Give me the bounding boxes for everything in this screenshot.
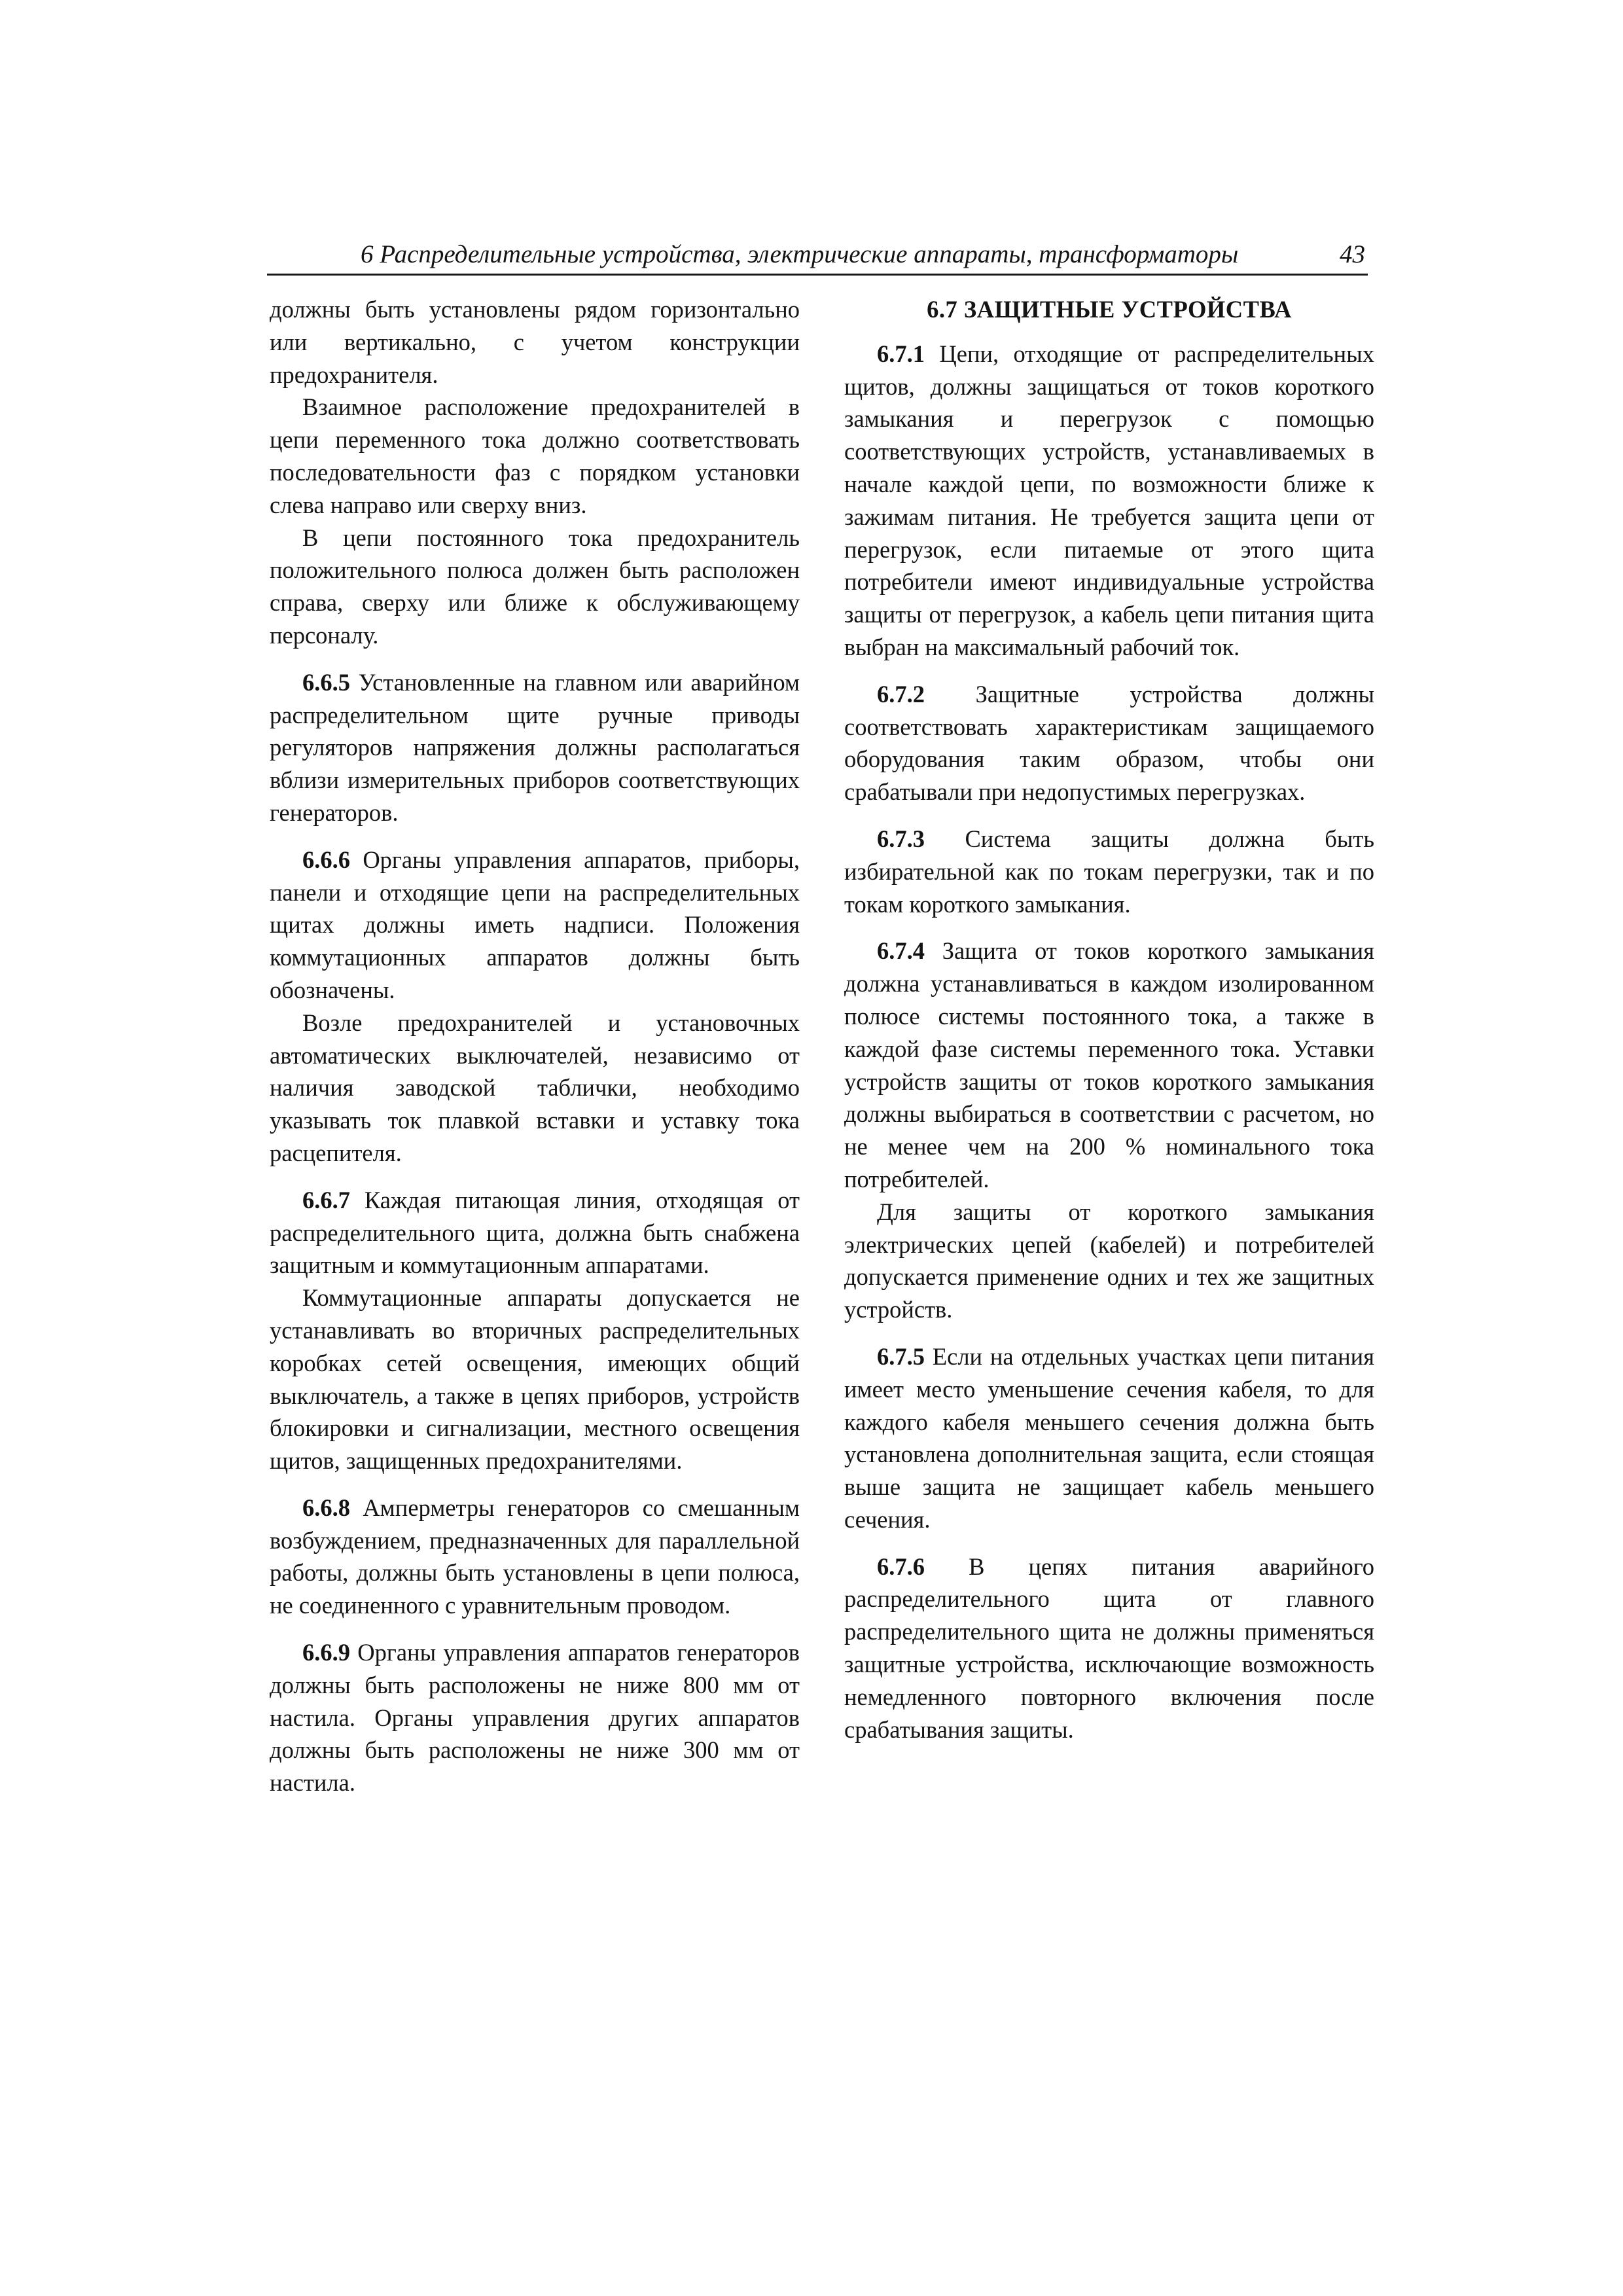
clause-6-7-6 [844, 1551, 1374, 1746]
clause-number: 6.7.4 [877, 937, 925, 965]
clause-6-7-3 [844, 823, 1374, 920]
paragraph-text: Органы управления аппаратов, приборы, панели и отходящие цепи на распределительных щитах должны иметь надписи. Положения коммутационных аппаратов должны быть обозначены. [270, 846, 800, 1003]
paragraph-text: Защита от токов короткого замыкания должна устанавливаться в каждом изолированном полюсе системы постоянного тока, а также в каждой фазе системы переменного тока. Уставки устройств защиты от токов короткого замыкания должны выбираться в соответствии с расчетом, но не менее чем на 200 % номинального тока потребителей. [844, 937, 1374, 1193]
clause-6-6-6 [270, 844, 800, 1007]
clause-6-6-9 [270, 1636, 800, 1799]
paragraph [270, 1007, 800, 1170]
section-title: 6.7 ЗАЩИТНЫЕ УСТРОЙСТВА [927, 296, 1292, 323]
paragraph-text: Органы управления аппаратов генераторов должны быть расположены не ниже 800 мм от настила. Органы управления других аппаратов должны быть расположены не ниже 300 мм от настила. [270, 1639, 800, 1797]
clause-number: 6.6.9 [302, 1639, 350, 1666]
clause-number: 6.6.6 [302, 846, 350, 873]
paragraph-text: Возле предохранителей и установочных автоматических выключателей, независимо от наличия заводской таблички, необходимо указывать ток плавкой вставки и уставку тока расцепителя. [270, 1009, 800, 1166]
clause-6-7-2 [844, 678, 1374, 808]
clause-number: 6.6.8 [302, 1494, 350, 1521]
paragraph-text: В цепях питания аварийного распределительного щита от главного распределительного щита не должны применяться защитные устройства, исключающие возможность немедленного повторного включения после срабатывания защиты. [844, 1552, 1374, 1743]
left-column [270, 293, 800, 1799]
clause-6-7-4 [844, 935, 1374, 1195]
clause-6-7-1 [844, 338, 1374, 664]
paragraph-text: Каждая питающая линия, отходящая от распределительного щита, должна быть снабжена защитным и коммутационным аппаратами. [270, 1186, 800, 1279]
paragraph-text: Взаимное расположение предохранителей в цепи переменного тока должно соответствовать последовательности фаз с порядком установки слева направо или сверху вниз. [270, 393, 800, 518]
clause-number: 6.6.5 [302, 668, 350, 696]
paragraph [270, 1282, 800, 1477]
clause-6-6-7 [270, 1184, 800, 1282]
paragraph-text: Амперметры генераторов со смешанным возбуждением, предназначенных для параллельной работы, должны быть установлены в цепи полюса, не соединенного с уравнительным проводом. [270, 1494, 800, 1619]
paragraph [270, 293, 800, 391]
paragraph-text: Система защиты должна быть избирательной как по токам перегрузки, так и по токам короткого замыкания. [844, 825, 1374, 918]
paragraph-text: В цепи постоянного тока предохранитель положительного полюса должен быть расположен справа, сверху или ближе к обслуживающему персоналу. [270, 524, 800, 649]
clause-6-6-5 [270, 666, 800, 829]
paragraph-text: Коммутационные аппараты допускается не устанавливать во вторичных распределительных коробках сетей освещения, имеющих общий выключатель, а также в цепях приборов, устройств блокировки и сигнализации, местного освещения щитов, защищенных предохранителями. [270, 1284, 800, 1475]
paragraph-text: Цепи, отходящие от распределительных щитов, должны защищаться от токов короткого замыкания и перегрузок с помощью соответствующих устройств, устанавливаемых в начале каждой цепи, по возможности ближе к зажимам питания. Не требуется защита цепи от перегрузок, если питаемые от этого щита потребители имеют индивидуальные устройства защиты от перегрузок, а кабель цепи питания щита выбран на максимальный рабочий ток. [844, 340, 1374, 660]
clause-6-7-5 [844, 1340, 1374, 1536]
clause-number: 6.7.1 [877, 340, 925, 367]
paragraph-text: Для защиты от короткого замыкания электрических цепей (кабелей) и потребителей допускается применение одних и тех же защитных устройств. [844, 1198, 1374, 1323]
running-header [267, 237, 1368, 276]
clause-number: 6.7.6 [877, 1552, 925, 1580]
right-column [844, 293, 1374, 1746]
paragraph-text: Защитные устройства должны соответствовать характеристикам защищаемого оборудования таким образом, чтобы они срабатывали при недопустимых перегрузках. [844, 680, 1374, 806]
header-title: 6 Распределительные устройства, электрические аппараты, трансформаторы [361, 240, 1239, 268]
page-number: 43 [1340, 240, 1365, 268]
paragraph [270, 391, 800, 521]
clause-number: 6.6.7 [302, 1186, 350, 1213]
paragraph-text: должны быть установлены рядом горизонтально или вертикально, с учетом конструкции предохранителя. [270, 296, 800, 388]
clause-number: 6.7.3 [877, 825, 925, 852]
paragraph [844, 1196, 1374, 1326]
clause-number: 6.7.5 [877, 1342, 925, 1370]
paragraph-text: Если на отдельных участках цепи питания имеет место уменьшение сечения кабеля, то для каждого кабеля меньшего сечения должна быть установлена дополнительная защита, если стоящая выше защита не защищает кабель меньшего сечения. [844, 1342, 1374, 1533]
clause-6-6-8 [270, 1492, 800, 1622]
clause-number: 6.7.2 [877, 680, 925, 708]
paragraph [270, 522, 800, 652]
paragraph-text: Установленные на главном или аварийном распределительном щите ручные приводы регуляторов напряжения должны располагаться вблизи измерительных приборов соответствующих генераторов. [270, 668, 800, 826]
